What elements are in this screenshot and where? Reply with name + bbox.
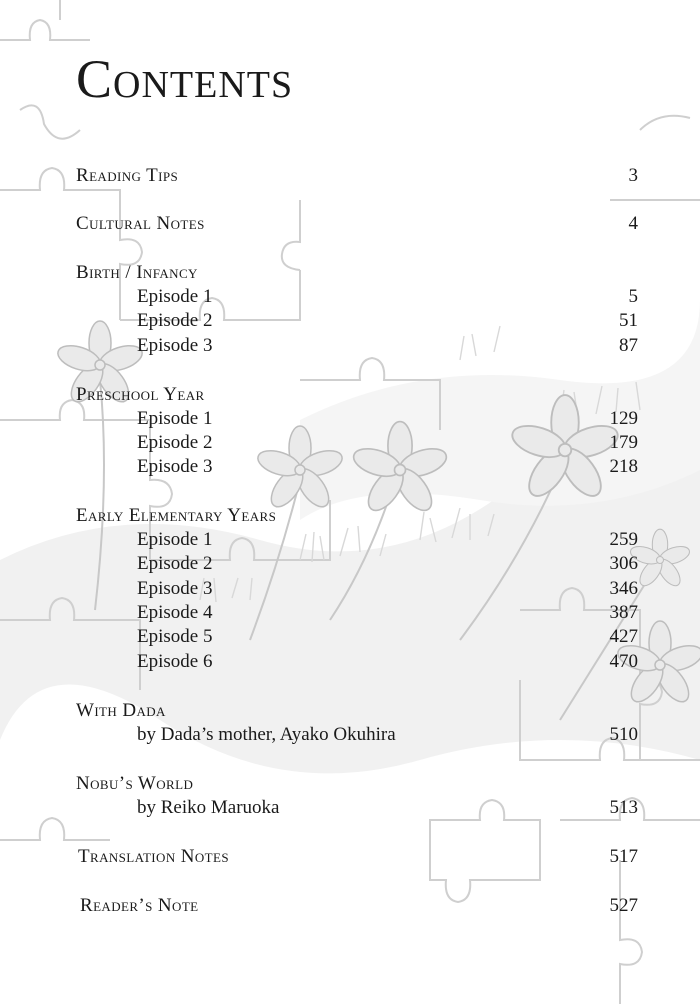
toc-entry-episode[interactable] — [0, 334, 700, 358]
toc-entry-translation-notes[interactable] — [0, 845, 700, 869]
toc-entry-label: Episode 1 — [137, 408, 213, 429]
toc-entry-label: Episode 1 — [137, 286, 213, 307]
toc-entry-readers-note[interactable] — [0, 894, 700, 918]
toc-entry-page: 179 — [609, 432, 638, 453]
toc-entry-label: by Dada’s mother, Ayako Okuhira — [137, 724, 396, 745]
toc-entry-episode[interactable] — [0, 455, 700, 479]
toc-entry-label: Episode 3 — [137, 456, 213, 477]
toc-entry-episode[interactable] — [0, 309, 700, 333]
toc-section-preschool-year[interactable] — [0, 383, 700, 407]
toc-entry-label: Birth / Infancy — [76, 262, 198, 283]
toc-entry-label: Episode 2 — [137, 310, 213, 331]
toc-entry-page: 527 — [609, 895, 638, 916]
toc-section-birth-infancy[interactable] — [0, 261, 700, 285]
toc-entry-cultural-notes[interactable] — [0, 212, 700, 236]
toc-entry-label: Reader’s Note — [80, 895, 199, 916]
toc-entry-label: Preschool Year — [76, 384, 205, 405]
toc-entry-label: Episode 3 — [137, 578, 213, 599]
toc-entry-episode[interactable] — [0, 601, 700, 625]
toc-section-early-elementary-years[interactable] — [0, 504, 700, 528]
toc-entry-episode[interactable] — [0, 552, 700, 576]
toc-entry-label: Episode 2 — [137, 432, 213, 453]
toc-entry-label: Reading Tips — [76, 165, 179, 186]
toc-entry-reading-tips[interactable] — [0, 164, 700, 188]
toc-entry-label: Episode 1 — [137, 529, 213, 550]
toc-entry-label: Episode 4 — [137, 602, 213, 623]
toc-entry-author[interactable] — [0, 796, 700, 820]
toc-entry-label: Cultural Notes — [76, 213, 205, 234]
toc-entry-page: 513 — [609, 797, 638, 818]
toc-entry-page: 510 — [609, 724, 638, 745]
toc-entry-page: 218 — [609, 456, 638, 477]
toc-entry-episode[interactable] — [0, 285, 700, 309]
toc-entry-label: Episode 3 — [137, 335, 213, 356]
toc-entry-label: With Dada — [76, 700, 166, 721]
toc-entry-page: 129 — [609, 408, 638, 429]
toc-entry-episode[interactable] — [0, 528, 700, 552]
toc-entry-episode[interactable] — [0, 577, 700, 601]
toc-entry-page: 51 — [619, 310, 638, 331]
toc-entry-label: Episode 6 — [137, 651, 213, 672]
toc-entry-page: 427 — [609, 626, 638, 647]
toc-entry-label: Nobu’s World — [76, 773, 194, 794]
toc-entry-label: Episode 2 — [137, 553, 213, 574]
toc-entry-page: 346 — [609, 578, 638, 599]
toc-entry-page: 4 — [628, 213, 638, 234]
toc-entry-episode[interactable] — [0, 431, 700, 455]
toc-entry-author[interactable] — [0, 723, 700, 747]
toc-entry-label: Episode 5 — [137, 626, 213, 647]
toc-entry-page: 5 — [628, 286, 638, 307]
toc-entry-page: 259 — [609, 529, 638, 550]
toc-entry-page: 306 — [609, 553, 638, 574]
toc-entry-episode[interactable] — [0, 407, 700, 431]
toc-entry-episode[interactable] — [0, 650, 700, 674]
toc-entry-page: 87 — [619, 335, 638, 356]
page-title: Contents — [76, 49, 294, 109]
toc-entry-label: Translation Notes — [78, 846, 229, 867]
toc-entry-page: 517 — [609, 846, 638, 867]
toc-entry-label: by Reiko Maruoka — [137, 797, 280, 818]
toc-section-with-dada[interactable] — [0, 699, 700, 723]
toc-entry-page: 387 — [609, 602, 638, 623]
toc-entry-episode[interactable] — [0, 625, 700, 649]
toc-entry-page: 3 — [628, 165, 638, 186]
toc-entry-label: Early Elementary Years — [76, 505, 277, 526]
toc-section-nobus-world[interactable] — [0, 772, 700, 796]
toc-entry-page: 470 — [609, 651, 638, 672]
